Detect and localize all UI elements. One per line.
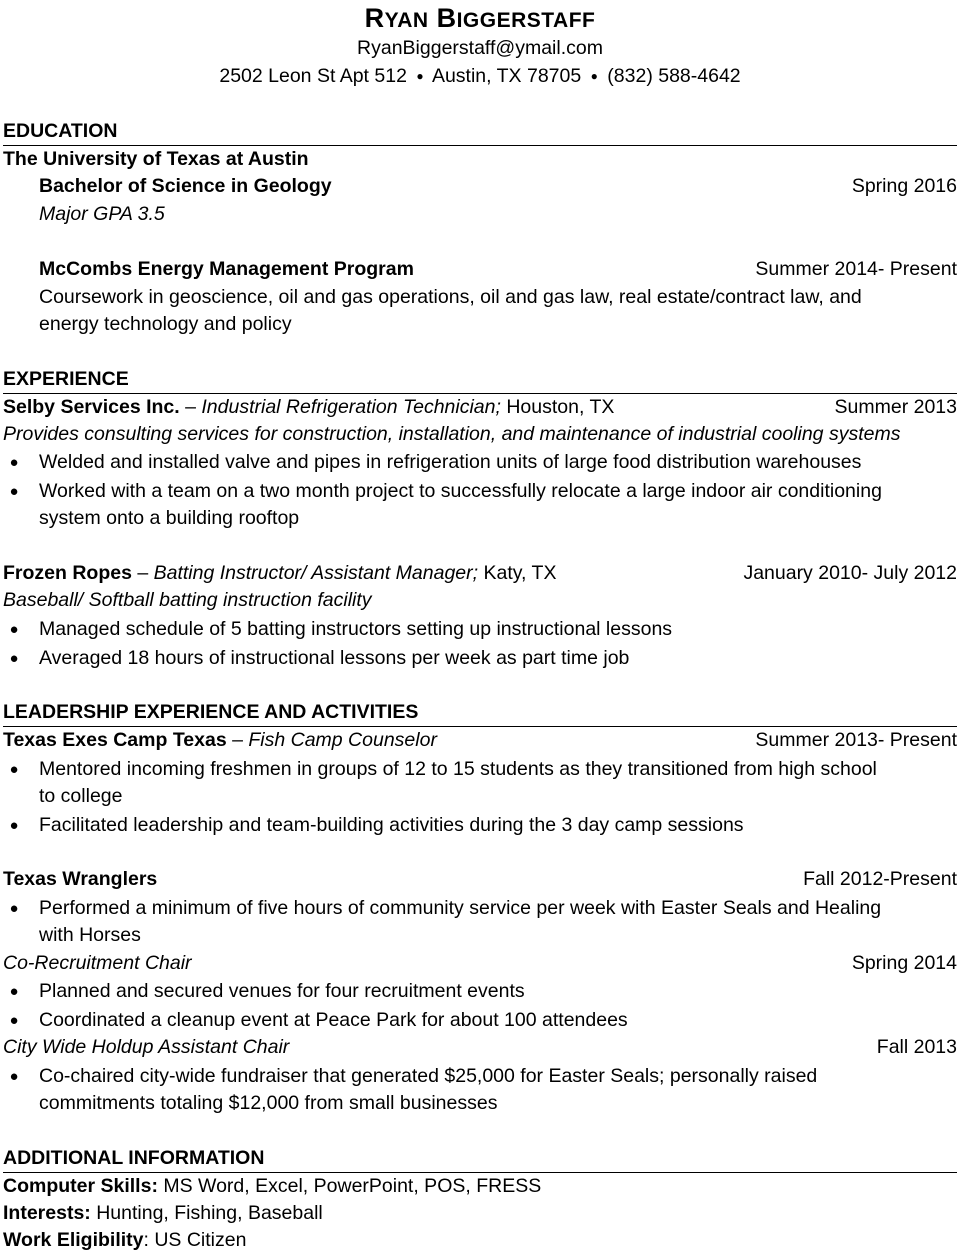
activity-date: Spring 2014 (851, 952, 957, 974)
list-item: ● Managed schedule of 5 batting instructors setting up instructional lessons (39, 616, 957, 643)
program-row (39, 256, 957, 283)
bullet-icon: ● (9, 454, 19, 471)
email: RyanBiggerstaff@ymail.com (357, 37, 603, 59)
bullet-icon: ● (9, 483, 19, 500)
program-name: McCombs Energy Management Program (39, 258, 414, 280)
bullet-icon: ● (9, 1068, 19, 1085)
experience-heading: EXPERIENCE (3, 366, 957, 394)
activity-date: Summer 2013- Present (755, 729, 957, 751)
list-item: ● Worked with a team on a two month project to successfully relocate a large indoor air conditioning (39, 478, 957, 505)
skills-row: Computer Skills: MS Word, Excel, PowerPoint, POS, FRESS (3, 1175, 542, 1197)
list-item: ● Mentored incoming freshmen in groups of 12 to 15 students as they transitioned from high school (39, 756, 957, 783)
job-description: Provides consulting services for construction, installation, and maintenance of industrial cooling systems (3, 423, 901, 445)
list-item: ● Coordinated a cleanup event at Peace Park for about 100 attendees (39, 1007, 957, 1034)
education-heading: EDUCATION (3, 118, 957, 146)
activity-date: Fall 2012-Present (803, 868, 957, 890)
list-item: ● Co-chaired city-wide fundraiser that generated $25,000 for Easter Seals; personally raised (39, 1063, 957, 1090)
leadership-heading: LEADERSHIP EXPERIENCE AND ACTIVITIES (3, 699, 957, 727)
job-row: Selby Services Inc. – Industrial Refrigeration Technician; Houston, TX Summer 2013 (3, 394, 957, 421)
role: Fish Camp Counselor (248, 729, 437, 751)
separator-icon: ● (590, 69, 598, 83)
coursework-line: energy technology and policy (39, 313, 292, 335)
list-item: ● Averaged 18 hours of instructional lessons per week as part time job (39, 645, 957, 672)
list-item-continuation: system onto a building rooftop (39, 507, 300, 529)
city: Austin, TX 78705 (431, 65, 582, 87)
job-row: Frozen Ropes – Batting Instructor/ Assistant Manager; Katy, TX January 2010- July 2012 (3, 560, 957, 587)
additional-heading: ADDITIONAL INFORMATION (3, 1145, 957, 1173)
activity-row (3, 866, 957, 893)
company: Selby Services Inc. (3, 396, 180, 418)
job-title: Batting Instructor/ Assistant Manager; (153, 562, 479, 584)
gpa: Major GPA 3.5 (39, 203, 165, 225)
coursework-line: Coursework in geoscience, oil and gas operations, oil and gas law, real estate/contract law, and (39, 286, 862, 308)
job-description: Baseball/ Softball batting instruction facility (3, 589, 372, 611)
degree-date: Spring 2016 (851, 175, 957, 197)
org-name: Texas Exes Camp Texas (3, 729, 227, 751)
list-item-continuation: with Horses (39, 924, 141, 946)
list-item: ● Welded and installed valve and pipes in refrigeration units of large food distribution warehouses (39, 449, 957, 476)
activity-date: Fall 2013 (876, 1036, 957, 1058)
eligibility-row: Work Eligibility: US Citizen (3, 1229, 247, 1251)
job-date: Summer 2013 (834, 396, 957, 418)
program-date: Summer 2014- Present (755, 258, 957, 280)
company: Frozen Ropes (3, 562, 132, 584)
contact-line (0, 63, 960, 90)
role: City Wide Holdup Assistant Chair (3, 1036, 290, 1058)
degree: Bachelor of Science in Geology (39, 175, 332, 197)
job-location: Katy, TX (478, 562, 557, 584)
bullet-icon: ● (9, 817, 19, 834)
bullet-icon: ● (9, 1012, 19, 1029)
list-item: ● Facilitated leadership and team-building activities during the 3 day camp sessions (39, 812, 957, 839)
address: 2502 Leon St Apt 512 (219, 65, 407, 87)
candidate-name: RYAN BIGGERSTAFF (364, 3, 596, 33)
role: Co-Recruitment Chair (3, 952, 192, 974)
list-item: ● Performed a minimum of five hours of community service per week with Easter Seals and Healing (39, 895, 957, 922)
job-location: Houston, TX (500, 396, 615, 418)
list-item-continuation: commitments totaling $12,000 from small businesses (39, 1092, 498, 1114)
bullet-icon: ● (9, 650, 19, 667)
job-title: Industrial Refrigeration Technician; (201, 396, 501, 418)
org-name: Texas Wranglers (3, 868, 158, 890)
sub-role-row (3, 950, 957, 977)
degree-row (39, 173, 957, 200)
bullet-icon: ● (9, 900, 19, 917)
bullet-icon: ● (9, 761, 19, 778)
school-name: The University of Texas at Austin (3, 148, 309, 170)
sub-role-row (3, 1034, 957, 1061)
job-date: January 2010- July 2012 (743, 562, 957, 584)
bullet-icon: ● (9, 621, 19, 638)
phone: (832) 588-4642 (607, 65, 741, 87)
activity-row: Texas Exes Camp Texas – Fish Camp Counselor Summer 2013- Present (3, 727, 957, 754)
list-item-continuation: to college (39, 785, 123, 807)
separator-icon: ● (416, 69, 424, 83)
bullet-icon: ● (9, 983, 19, 1000)
interests-row: Interests: Hunting, Fishing, Baseball (3, 1202, 323, 1224)
list-item: ● Planned and secured venues for four recruitment events (39, 978, 957, 1005)
